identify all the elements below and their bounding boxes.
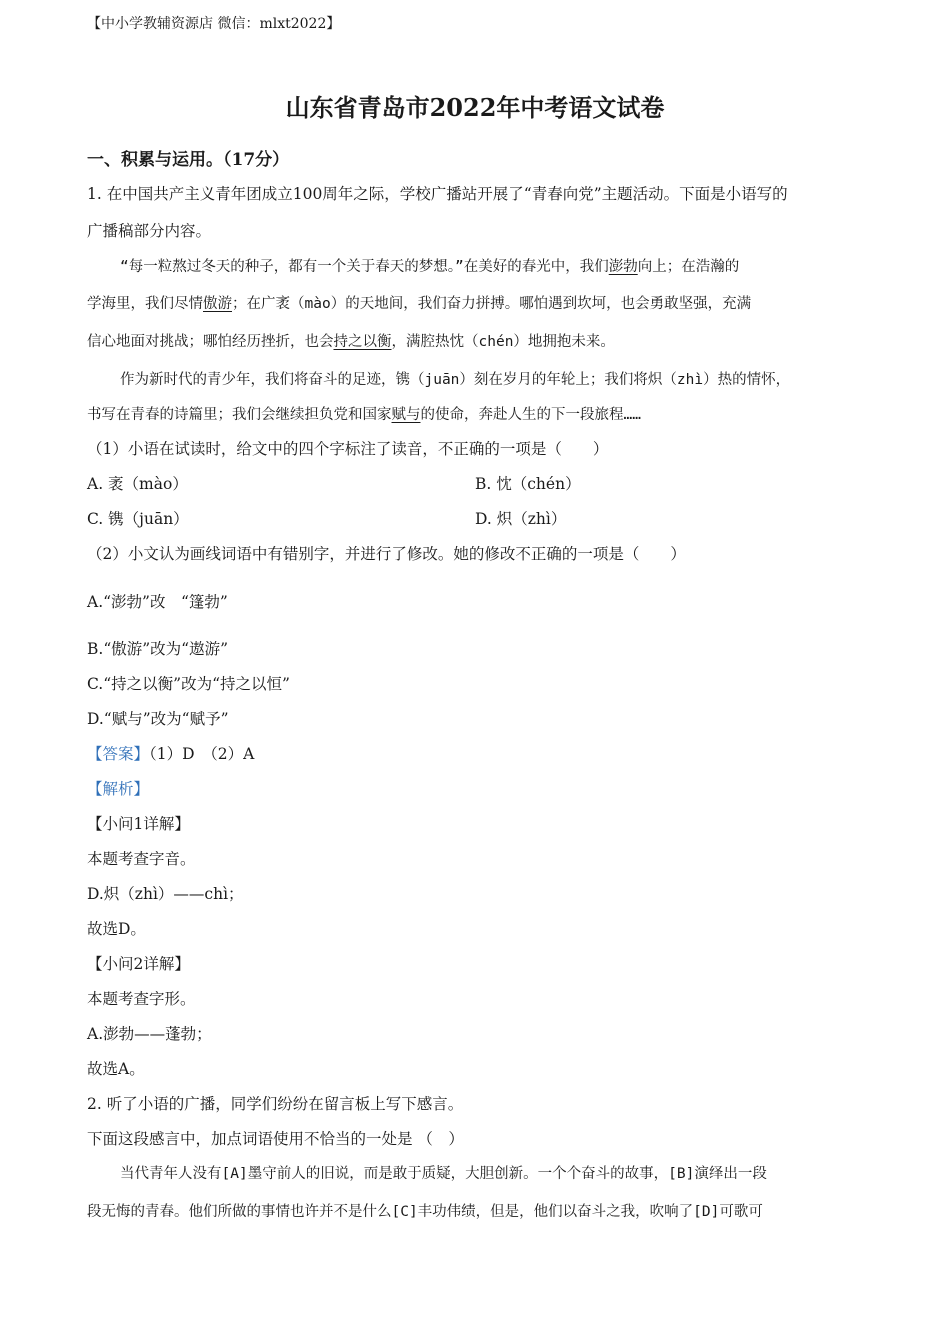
page-title: 山东省青岛市2022年中考语文试卷 xyxy=(285,93,665,122)
passage-line xyxy=(87,292,751,313)
q1-stem-line1: 1. 在中国共产主义青年团成立100周年之际，学校广播站开展了“青春向党”主题活动。下面是小语写的 xyxy=(87,185,788,203)
passage-text: “每一粒熬过冬天的种子，都有一个关于春天的梦想。”在美好的春光中，我们 xyxy=(120,259,609,275)
passage-line: 作为新时代的青少年，我们将奋斗的足迹，镌（juān）刻在岁月的年轮上；我们将炽（zhì）热的情怀， xyxy=(120,372,791,388)
passage-line: 当代青年人没有[A]墨守前人的旧说，而是敢于质疑，大胆创新。一个个奋斗的故事，[B]演绎出一段 xyxy=(120,1166,767,1182)
answer-tag: 【答案】 xyxy=(87,745,150,763)
section-heading: 一、积累与运用。（17分） xyxy=(87,150,290,170)
detail-text: 故选D。 xyxy=(87,920,146,938)
detail-text: A.澎勃——蓬勃； xyxy=(87,1025,212,1043)
option-a: A.“澎勃”改 “篷勃” xyxy=(87,593,228,611)
option-c: C.“持之以衡”改为“持之以恒” xyxy=(87,675,290,693)
passage-text: 的使命，奔赴人生的下一段旅程…… xyxy=(420,407,641,423)
passage-text: 书写在青春的诗篇里；我们会继续担负党和国家 xyxy=(87,407,392,423)
passage-line xyxy=(120,255,739,276)
q2-stem-line1: 2. 听了小语的广播，同学们纷纷在留言板上写下感言。 xyxy=(87,1095,464,1113)
detail-text: 故选A。 xyxy=(87,1060,145,1078)
option-b: B. 忱（chén） xyxy=(475,475,581,493)
analysis-tag: 【解析】 xyxy=(87,780,150,798)
option-b: B.“傲游”改为“遨游” xyxy=(87,640,229,658)
detail-text: 本题考查字音。 xyxy=(87,850,196,868)
answer-text: （1）D （2）A xyxy=(149,745,255,763)
sub-question-2: （2）小文认为画线词语中有错别字，并进行了修改。她的修改不正确的一项是（ ） xyxy=(87,545,686,563)
underlined-word: 持之以衡 xyxy=(333,334,392,350)
passage-text: ；在广袤（mào）的天地间，我们奋力拼搏。哪怕遇到坎坷，也会勇敢坚强，充满 xyxy=(232,296,752,312)
header-note: 【中小学教辅资源店 微信：mlxt2022】 xyxy=(87,16,341,32)
sub-question-1: （1）小语在试读时，给文中的四个字标注了读音，不正确的一项是（ ） xyxy=(87,440,609,458)
option-a: A. 袤（mào） xyxy=(87,475,188,493)
option-d: D.“赋与”改为“赋予” xyxy=(87,710,229,728)
underlined-word: 赋与 xyxy=(391,407,421,423)
passage-text: 信心地面对挑战；哪怕经历挫折，也会 xyxy=(87,334,334,350)
detail-text: D.炽（zhì）——chì； xyxy=(87,885,244,903)
answer-line xyxy=(87,742,254,764)
passage-text: 向上；在浩瀚的 xyxy=(637,259,740,275)
option-d: D. 炽（zhì） xyxy=(475,510,567,528)
passage-text: 学海里，我们尽情 xyxy=(87,296,203,312)
passage-text: ，满腔热忱（chén）地拥抱未来。 xyxy=(391,334,615,350)
underlined-word: 傲游 xyxy=(203,296,232,312)
underlined-word: 澎勃 xyxy=(608,259,638,275)
q2-stem-line2: 下面这段感言中，加点词语使用不恰当的一处是 （ ） xyxy=(87,1130,464,1148)
detail-heading: 【小问1详解】 xyxy=(87,815,190,833)
detail-text: 本题考查字形。 xyxy=(87,990,196,1008)
option-c: C. 镌（juān） xyxy=(87,510,189,528)
passage-line xyxy=(87,330,615,351)
detail-heading: 【小问2详解】 xyxy=(87,955,190,973)
passage-line: 段无悔的青春。他们所做的事情也许并不是什么[C]丰功伟绩，但是，他们以奋斗之我，吹响了[D]可歌可 xyxy=(87,1204,763,1220)
passage-line xyxy=(87,403,641,424)
q1-stem-line2: 广播稿部分内容。 xyxy=(87,222,212,240)
